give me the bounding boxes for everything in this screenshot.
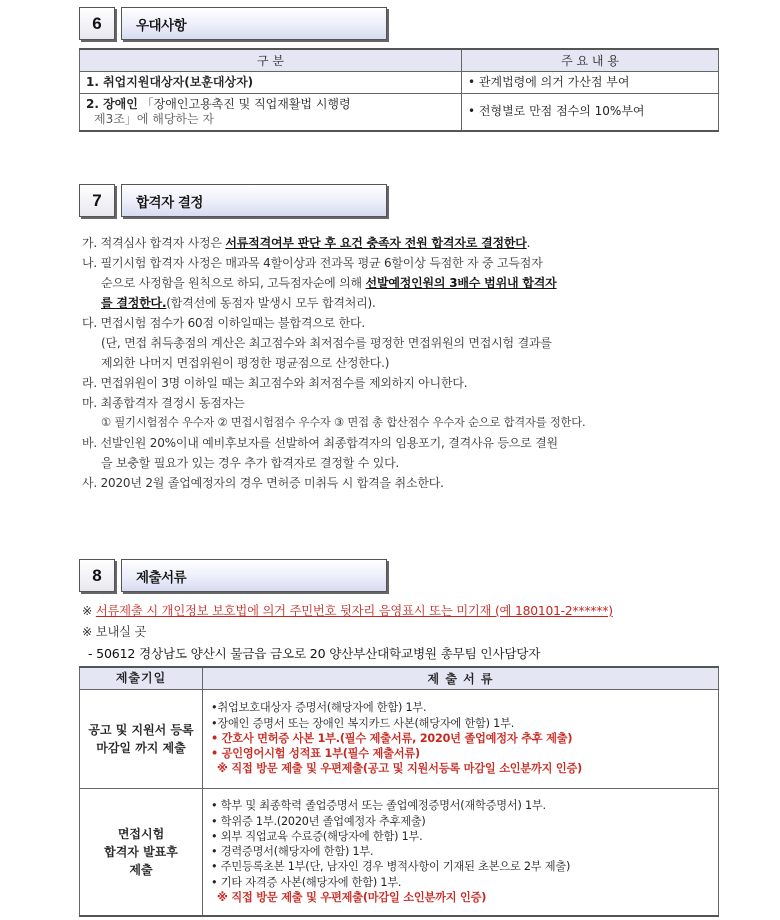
period-line: 공고 및 지원서 등록: [88, 722, 194, 737]
period-line: 면접시험: [117, 826, 165, 841]
item-na-line3: [82, 293, 722, 313]
header-documents: 제 출 서 류: [203, 667, 719, 689]
section-8-number: 8: [79, 559, 115, 592]
mailing-address: - 50612 경상남도 양산시 물금읍 금오로 20 양산부산대학교병원 총무팀 인사담당자: [88, 646, 541, 661]
send-to-label: ※ 보내실 곳: [82, 625, 147, 639]
document-item: • 경력증명서(해당자에 한함) 1부.: [211, 845, 374, 859]
item-da-line3: 제외한 나머지 면접위원이 평정한 평균점으로 산정한다.): [101, 356, 390, 370]
header-content: 주 요 내 용: [462, 49, 719, 71]
row-period: [80, 788, 203, 916]
document-item: • 학위증 1부.(2020년 졸업예정자 추후제출): [211, 814, 426, 828]
submission-notes: [82, 601, 722, 664]
item-na-suffix: (합격선에 동점자 발생시 모두 합격처리).: [166, 296, 376, 310]
item-ba-line2: 을 보충할 필요가 있는 경우 추가 합격자로 결정할 수 있다.: [101, 456, 400, 470]
section-6-number: 6: [79, 7, 115, 40]
category-text: 「장애인고용촉진 및 직업재활법 시행령: [141, 96, 351, 111]
document-item: • 주민등록초본 1부(단, 남자인 경우 병적사항이 기재된 초본으로 2부 제출): [211, 860, 571, 874]
document-item: • 기타 자격증 사본(해당자에 한함) 1부.: [211, 875, 402, 889]
item-na-emphasis-2: 를 결정한다.: [101, 296, 167, 310]
period-line: 제출: [129, 862, 153, 877]
document-item: •취업보호대상자 증명서(해당자에 한함) 1부.: [211, 701, 427, 715]
documents-table: [79, 666, 719, 917]
section-8-header: [79, 559, 387, 594]
section-8-title: 제출서류: [121, 559, 387, 592]
header-period: 제출기일: [80, 667, 203, 689]
item-ga: [82, 233, 722, 253]
item-da-line2: (단, 면접 취득총점의 계산은 최고점수와 최저점수를 평정한 면접위원의 면접시험 결과를: [101, 336, 552, 350]
row-content: • 관계법령에 의거 가산점 부여: [462, 71, 719, 93]
period-line: 합격자 발표후: [104, 844, 178, 859]
pass-decision-list: [82, 233, 722, 493]
section-6-title: 우대사항: [121, 7, 387, 40]
item-na-line2: [82, 273, 722, 293]
item-ga-suffix: .: [526, 236, 531, 250]
notice-mark-icon: ※: [82, 604, 93, 618]
item-ga-emphasis: 서류적격여부 판단 후 요건 충족자 전원 합격자로 결정한다: [225, 236, 527, 250]
item-ba: [82, 433, 722, 473]
privacy-notice-text: 서류제출 시 개인정보 보호법에 의거 주민번호 뒷자리 음영표시 또는 미기재 (예 180101-2******): [95, 604, 613, 618]
document-item-required: • 간호사 면허증 사본 1부.(필수 제출서류, 2020년 졸업예정자 추후 제출): [211, 731, 573, 745]
document-item: • 외부 직업교육 수료증(해당자에 한함) 1부.: [211, 829, 423, 843]
item-na-emphasis: 선발예정인원의 3배수 범위내 합격자: [365, 276, 557, 290]
item-ra: 라. 면접위원이 3명 이하일 때는 최고점수와 최저점수를 제외하지 아니한다.: [82, 376, 468, 390]
row-period: [80, 689, 203, 788]
item-da: [82, 313, 722, 373]
category-text-line2: 제3조」에 해당하는 자: [94, 111, 215, 126]
privacy-notice: [82, 601, 722, 622]
row-documents: [203, 689, 719, 788]
item-ma-line1: 마. 최종합격자 결정시 동점자는: [82, 396, 245, 410]
item-ma-line2: ① 필기시험점수 우수자 ② 면접시험점수 우수자 ③ 면접 총 합산점수 우수자 순으로 합격자를 정한다.: [101, 416, 586, 429]
item-na: [82, 253, 722, 313]
item-na-line1: 나. 필기시험 합격자 사정은 매과목 4할이상과 전과목 평균 6할이상 득점한 자 중 고득점자: [82, 256, 543, 270]
item-ga-text: 가. 적격심사 합격자 사정은: [82, 236, 226, 250]
table-row: [80, 93, 719, 131]
document-item: •장애인 증명서 또는 장애인 복지카드 사본(해당자에 한함) 1부.: [211, 716, 515, 730]
row-content: • 전형별로 만점 점수의 10%부여: [462, 93, 719, 131]
table-row: [80, 788, 719, 916]
row-category: 1. 취업지원대상자(보훈대상자): [80, 71, 462, 93]
header-category: 구 분: [80, 49, 462, 71]
period-line: 마감일 까지 제출: [96, 740, 186, 755]
document-item-required: • 공인영어시험 성적표 1부(필수 제출서류): [211, 747, 420, 761]
row-documents: [203, 788, 719, 916]
document-item: • 학부 및 최종학력 졸업증명서 또는 졸업예정증명서(재학증명서) 1부.: [211, 799, 546, 813]
table-header-row: [80, 667, 719, 689]
category-bold-text: 2. 장애인: [86, 96, 138, 111]
item-sa: 사. 2020년 2월 졸업예정자의 경우 면허증 미취득 시 합격을 취소한다.: [82, 476, 444, 490]
table-row: [80, 689, 719, 788]
submission-method-note: ※ 직접 방문 제출 및 우편제출(마감일 소인분까지 인증): [217, 890, 487, 904]
item-ba-line1: 바. 선발인원 20%이내 예비후보자를 선발하여 최종합격자의 임용포기, 결격사유 등으로 결원: [82, 436, 558, 450]
preference-table: [79, 48, 719, 132]
item-na-text: 순으로 사정함을 원칙으로 하되, 고득점자순에 의해: [101, 276, 366, 290]
table-row: [80, 71, 719, 93]
submission-method-note: ※ 직접 방문 제출 및 우편제출(공고 및 지원서등록 마감일 소인분까지 인증): [217, 762, 583, 776]
item-ma: [82, 393, 722, 433]
section-7-number: 7: [79, 184, 115, 217]
section-7-header: [79, 184, 387, 219]
section-7-title: 합격자 결정: [121, 184, 387, 217]
table-header-row: [80, 49, 719, 71]
row-category: [80, 93, 462, 131]
section-6-header: [79, 7, 387, 42]
item-da-line1: 다. 면접시험 점수가 60점 이하일때는 불합격으로 한다.: [82, 316, 366, 330]
